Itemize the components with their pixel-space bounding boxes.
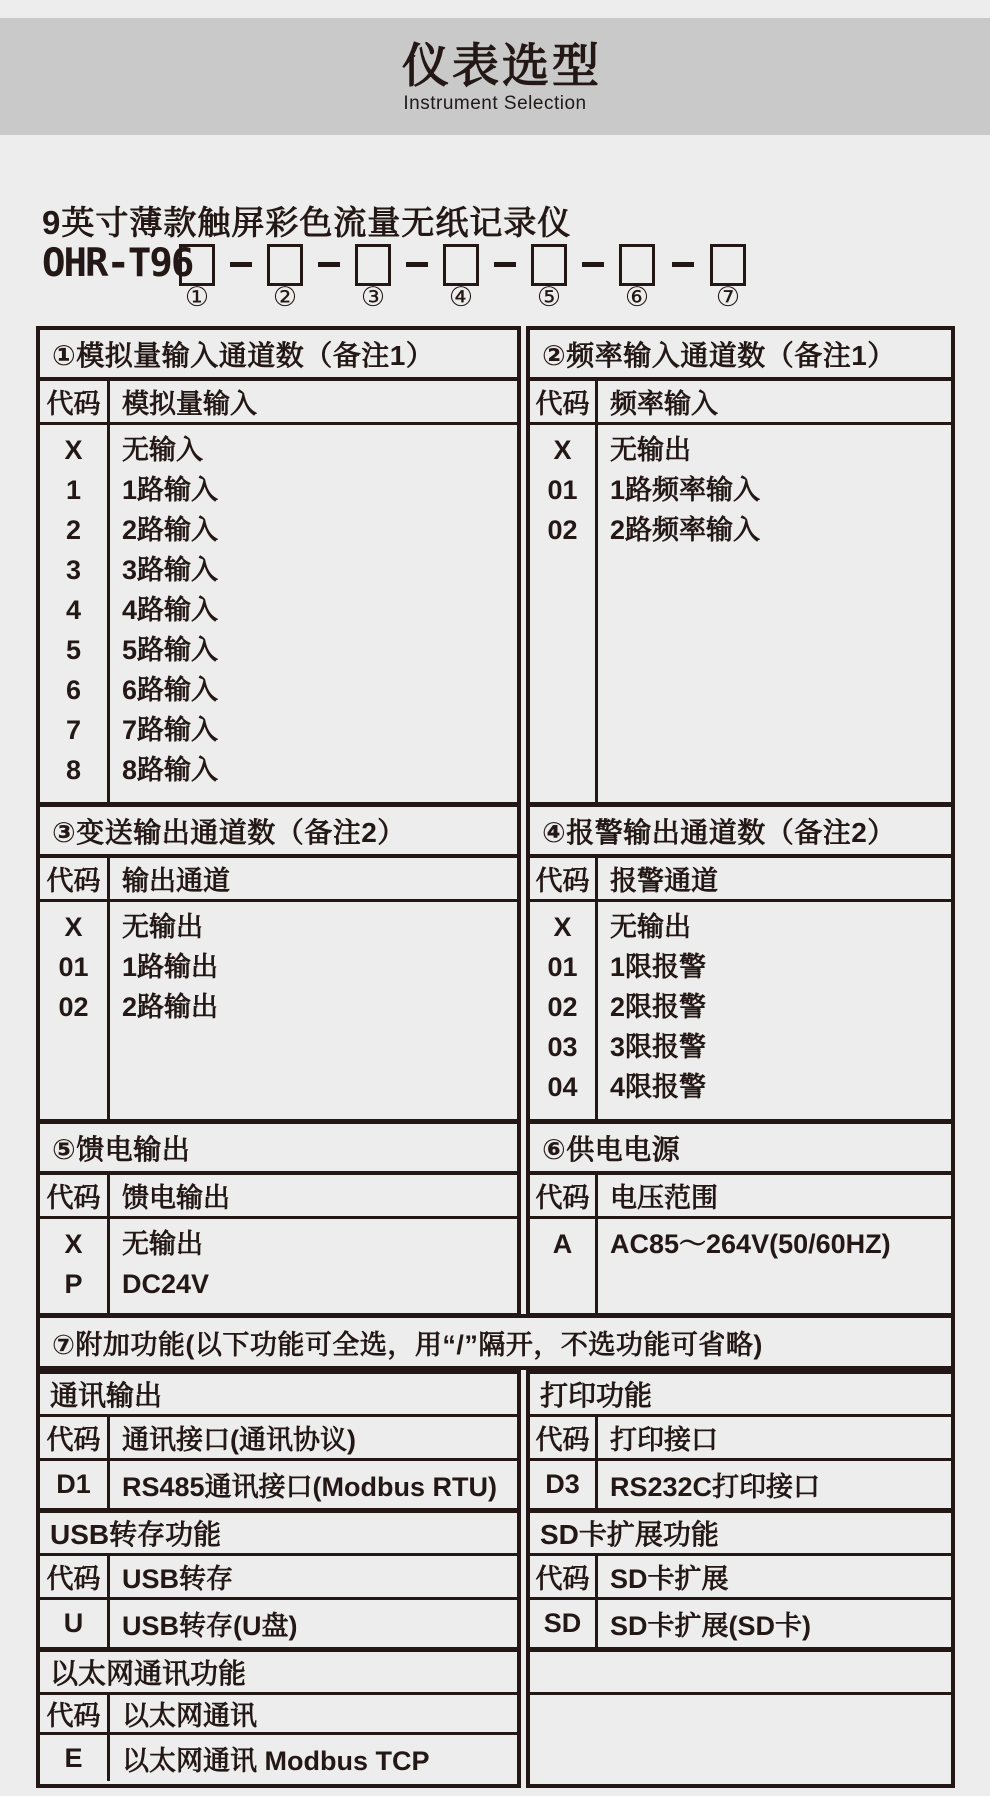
row-label: 8路输入: [122, 755, 219, 785]
row-label: 以太网通讯 Modbus TCP: [122, 1745, 430, 1776]
code-header-cell: 代码: [530, 1556, 598, 1597]
row-label: 3路输入: [122, 555, 219, 585]
labels-column: [110, 902, 517, 1119]
labels-column: [598, 425, 951, 802]
column-header-row: [40, 1695, 517, 1735]
row-label: 7路输入: [122, 715, 219, 745]
code-header-cell: 代码: [40, 1556, 110, 1597]
model-dash: [230, 262, 252, 267]
column-header-row: [530, 1556, 951, 1600]
row-label: 1路输出: [122, 952, 219, 982]
code-header-cell: 代码: [530, 381, 598, 422]
code-header-cell: 代码: [530, 1417, 598, 1458]
value-header-cell: 馈电输出: [122, 1183, 230, 1213]
row-label: 2路输出: [122, 992, 219, 1022]
table-row: [40, 1600, 517, 1647]
row-label: 无输出: [610, 912, 691, 942]
ethernet-table: [36, 1648, 521, 1788]
row-code: 1: [65, 475, 82, 505]
table-row: [530, 1600, 951, 1647]
labels-column: [598, 902, 951, 1119]
model-slot-box-2: [267, 244, 303, 286]
value-header-cell: 以太网通讯: [122, 1701, 257, 1731]
row-label: SD卡扩展(SD卡): [610, 1611, 811, 1641]
print-table: [526, 1370, 955, 1512]
column-header-row: [40, 1175, 517, 1219]
code-header-cell: 代码: [530, 858, 598, 899]
value-header-cell: 模拟量输入: [122, 389, 257, 419]
row-code: 01: [547, 475, 578, 505]
data-region: [530, 425, 951, 802]
row-label: 无输出: [122, 912, 203, 942]
group-title: USB转存功能: [40, 1513, 517, 1556]
group-title: 通讯输出: [40, 1374, 517, 1417]
row-code: X: [64, 912, 83, 942]
table-row: [530, 1461, 951, 1508]
slot-number-7: ⑦: [715, 282, 741, 312]
row-label: 1路输入: [122, 475, 219, 505]
model-dash: [582, 262, 604, 267]
column-header-row: [530, 1417, 951, 1461]
model-dash: [672, 262, 694, 267]
row-code: 7: [65, 715, 82, 745]
row-code: 3: [65, 555, 82, 585]
row-label: 1路频率输入: [610, 475, 761, 505]
data-region: [40, 425, 517, 802]
band-ethernet: [36, 1648, 955, 1788]
section-title: ③变送输出通道数（备注2）: [40, 807, 517, 858]
row-code: 02: [58, 992, 89, 1022]
labels-column: [598, 1219, 951, 1313]
band-usb-sd: [36, 1509, 955, 1651]
row-label: 4路输入: [122, 595, 219, 625]
data-region: [530, 902, 951, 1119]
row-label: RS485通讯接口(Modbus RTU): [122, 1472, 498, 1502]
value-header-cell: 电压范围: [610, 1183, 718, 1213]
band-comm-print: [36, 1370, 955, 1512]
column-header-row: [530, 858, 951, 902]
codes-column: [530, 902, 598, 1119]
row-code: X: [553, 435, 572, 465]
codes-column: [530, 1219, 598, 1313]
labels-column: [110, 1219, 517, 1313]
model-slot-box-1: [179, 244, 215, 286]
empty-cell: [530, 1652, 951, 1695]
labels-column: [110, 425, 517, 802]
group-title: 以太网通讯功能: [40, 1652, 517, 1695]
slot-number-4: ④: [448, 282, 474, 312]
section-title: ①模拟量输入通道数（备注1）: [40, 330, 517, 381]
column-header-row: [530, 381, 951, 425]
band-transmit-alarm: [36, 803, 955, 1123]
slot-number-1: ①: [184, 282, 210, 312]
section-title: ⑥供电电源: [530, 1124, 951, 1175]
comm-table: [36, 1370, 521, 1512]
row-code: 8: [65, 755, 82, 785]
row-code: 03: [547, 1032, 578, 1062]
model-slot-box-7: [710, 244, 746, 286]
slot-number-6: ⑥: [624, 282, 650, 312]
section-analog-table: [36, 326, 521, 806]
codes-column: [530, 425, 598, 802]
value-header-cell: USB转存: [122, 1564, 234, 1594]
empty-table: [526, 1648, 955, 1788]
section-extra-title: ⑦附加功能(以下功能可全选，用“/”隔开，不选功能可省略): [36, 1314, 955, 1370]
row-label: DC24V: [122, 1269, 210, 1299]
row-code: X: [64, 1229, 83, 1259]
codes-column: [40, 425, 110, 802]
usb-table: [36, 1509, 521, 1651]
model-slot-box-6: [619, 244, 655, 286]
row-label: 1限报警: [610, 952, 707, 982]
data-region: [530, 1219, 951, 1313]
row-label: 2路输入: [122, 515, 219, 545]
model-slot-box-4: [443, 244, 479, 286]
code-header-cell: 代码: [40, 1695, 110, 1732]
section-frequency-table: [526, 326, 955, 806]
row-label: 4限报警: [610, 1072, 707, 1102]
row-code: X: [553, 912, 572, 942]
title-banner: [0, 18, 990, 135]
slot-number-3: ③: [360, 282, 386, 312]
value-header-cell: 打印接口: [610, 1425, 718, 1455]
code-header-cell: 代码: [40, 1417, 110, 1458]
row-code: 02: [547, 992, 578, 1022]
table-row: [40, 1735, 517, 1781]
row-label: 无输出: [122, 1229, 203, 1259]
row-label: AC85～264V(50/60HZ): [610, 1229, 891, 1259]
row-label: USB转存(U盘): [122, 1611, 298, 1641]
column-header-row: [530, 1175, 951, 1219]
section-feed-table: [36, 1120, 521, 1317]
row-label: 2限报警: [610, 992, 707, 1022]
row-label: 无输出: [610, 435, 691, 465]
model-dash: [494, 262, 516, 267]
row-code: 5: [65, 635, 82, 665]
row-code: P: [64, 1269, 83, 1299]
slot-number-5: ⑤: [536, 282, 562, 312]
row-code: X: [64, 435, 83, 465]
row-label: 3限报警: [610, 1032, 707, 1062]
model-dash: [318, 262, 340, 267]
row-code: 01: [547, 952, 578, 982]
row-code: 01: [58, 952, 89, 982]
section-title: ④报警输出通道数（备注2）: [530, 807, 951, 858]
data-region: [40, 1219, 517, 1313]
row-label: 无输入: [122, 435, 203, 465]
codes-column: [40, 1219, 110, 1313]
section-transmit-table: [36, 803, 521, 1123]
code-header-cell: 代码: [530, 1175, 598, 1216]
sd-table: [526, 1509, 955, 1651]
model-slot-box-3: [355, 244, 391, 286]
model-prefix: OHR-T96: [42, 241, 193, 286]
model-dash: [406, 262, 428, 267]
column-header-row: [40, 858, 517, 902]
row-label: 2路频率输入: [610, 515, 761, 545]
row-label: 6路输入: [122, 675, 219, 705]
value-header-cell: 频率输入: [610, 389, 718, 419]
row-code: 4: [65, 595, 82, 625]
slot-number-2: ②: [272, 282, 298, 312]
column-header-row: [40, 1556, 517, 1600]
page-subtitle: Instrument Selection: [403, 92, 587, 114]
row-code: 04: [547, 1072, 578, 1102]
value-header-cell: 通讯接口(通讯协议): [122, 1425, 356, 1455]
codes-column: [40, 902, 110, 1119]
row-code: SD: [530, 1600, 598, 1647]
value-header-cell: 输出通道: [122, 866, 230, 896]
column-header-row: [40, 1417, 517, 1461]
code-header-cell: 代码: [40, 858, 110, 899]
data-region: [40, 902, 517, 1119]
row-label: 5路输入: [122, 635, 219, 665]
column-header-row: [40, 381, 517, 425]
model-slot-box-5: [531, 244, 567, 286]
row-code: 6: [65, 675, 82, 705]
code-header-cell: 代码: [40, 1175, 110, 1216]
section-alarm-table: [526, 803, 955, 1123]
section-title: ②频率输入通道数（备注1）: [530, 330, 951, 381]
table-row: [40, 1461, 517, 1508]
empty-cell: [530, 1695, 951, 1784]
row-code: 02: [547, 515, 578, 545]
row-label: RS232C打印接口: [610, 1472, 821, 1502]
selection-tables: [36, 326, 955, 1788]
band-analog-frequency: [36, 326, 955, 806]
band-feed-power: [36, 1120, 955, 1317]
row-code: A: [552, 1229, 573, 1259]
page-title: 仪表选型: [402, 38, 602, 92]
section-title: ⑤馈电输出: [40, 1124, 517, 1175]
row-code: D3: [530, 1461, 598, 1508]
product-name: 9英寸薄款触屏彩色流量无纸记录仪: [42, 204, 572, 241]
row-code: 2: [65, 515, 82, 545]
group-title: SD卡扩展功能: [530, 1513, 951, 1556]
code-header-cell: 代码: [40, 381, 110, 422]
group-title: 打印功能: [530, 1374, 951, 1417]
row-code: D1: [40, 1461, 110, 1508]
value-header-cell: SD卡扩展: [610, 1564, 729, 1594]
row-code: U: [40, 1600, 110, 1647]
row-code: E: [40, 1735, 110, 1781]
section-power-table: [526, 1120, 955, 1317]
value-header-cell: 报警通道: [610, 866, 718, 896]
